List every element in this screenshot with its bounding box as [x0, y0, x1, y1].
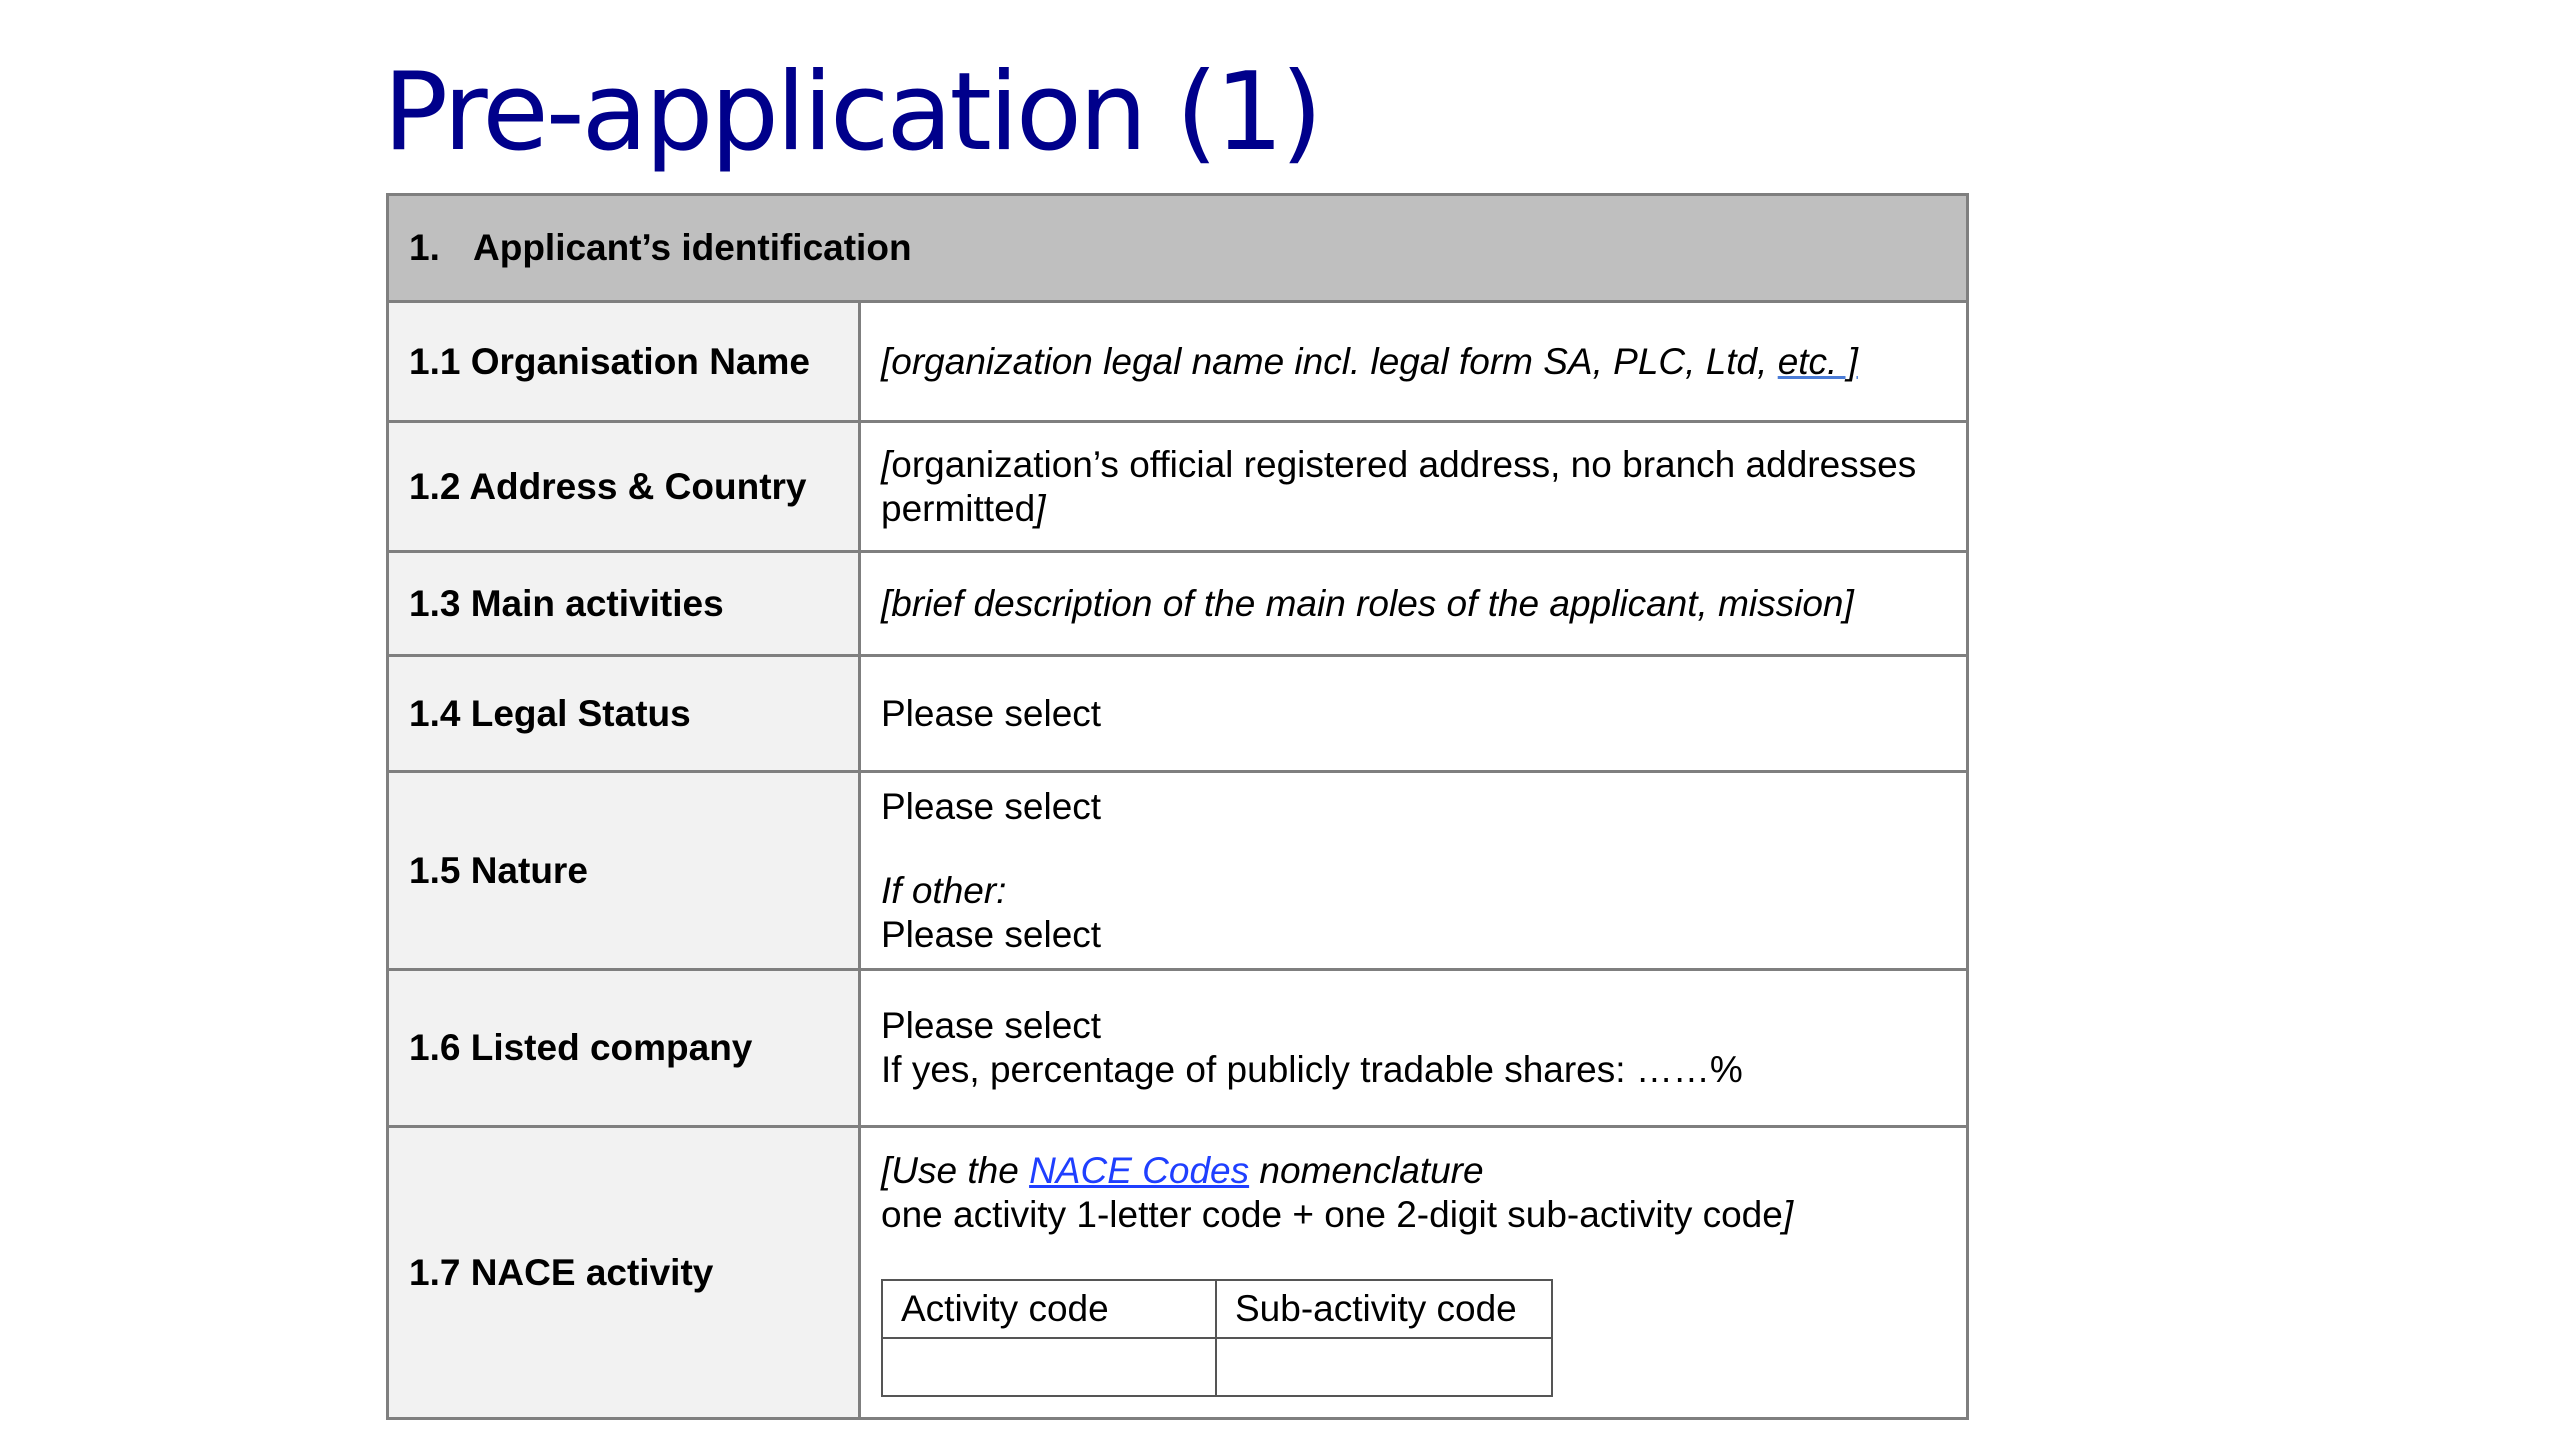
row-listed-company [388, 970, 1968, 1127]
label-main-activities: 1.3 Main activities [388, 552, 860, 656]
nace-header-row [882, 1280, 1552, 1338]
section-number: 1. [409, 227, 440, 268]
nace-intro-suffix: nomenclature [1249, 1149, 1484, 1191]
field-main-activities[interactable]: [brief description of the main roles of the applicant, mission] [860, 552, 1968, 656]
field-listed-company [860, 970, 1968, 1127]
label-legal-status: 1.4 Legal Status [388, 656, 860, 772]
field-organisation-name[interactable] [860, 302, 1968, 422]
nace-code-table [881, 1279, 1553, 1397]
applicant-identification-table [386, 193, 1969, 1420]
row-address-country [388, 422, 1968, 552]
field-nature [860, 772, 1968, 970]
shares-percentage-field[interactable]: If yes, percentage of publicly tradable shares: ……% [881, 1049, 1743, 1090]
activity-code-header: Activity code [882, 1280, 1216, 1338]
nature-other-label: If other: [881, 869, 1007, 911]
label-address-country: 1.2 Address & Country [388, 422, 860, 552]
listed-company-select[interactable]: Please select [881, 1005, 1102, 1046]
nace-codes-link[interactable]: NACE Codes [1029, 1149, 1250, 1191]
section-label: Applicant’s identification [473, 227, 912, 268]
spacer [881, 829, 1946, 869]
row-legal-status [388, 656, 1968, 772]
label-organisation-name: 1.1 Organisation Name [388, 302, 860, 422]
sub-activity-code-header: Sub-activity code [1216, 1280, 1552, 1338]
row-organisation-name [388, 302, 1968, 422]
nace-code-instructions [881, 1193, 1946, 1237]
field-nace-activity [860, 1127, 1968, 1419]
label-nature: 1.5 Nature [388, 772, 860, 970]
nace-code-close: ] [1782, 1193, 1794, 1235]
organisation-name-placeholder: [organization legal name incl. legal form SA, PLC, Ltd, [881, 340, 1778, 382]
nace-instructions [881, 1149, 1946, 1193]
row-nature [388, 772, 1968, 970]
nace-code-text: one activity 1-letter code + one 2-digit sub-activity code [881, 1193, 1783, 1235]
row-nace-activity [388, 1127, 1968, 1419]
label-listed-company: 1.6 Listed company [388, 970, 860, 1127]
slide-title: Pre-application (1) [383, 50, 1320, 175]
address-bracket-close: ] [1035, 487, 1046, 529]
spellcheck-flagged-text: etc. ] [1777, 340, 1858, 382]
address-placeholder: organization’s official registered address, no branch addresses permitted [881, 443, 1917, 529]
address-bracket-open: [ [881, 443, 892, 485]
field-address-country[interactable] [860, 422, 1968, 552]
nature-select[interactable]: Please select [881, 785, 1102, 827]
label-nace-activity: 1.7 NACE activity [388, 1127, 860, 1419]
nace-input-row [882, 1338, 1552, 1396]
sub-activity-code-input[interactable] [1216, 1338, 1552, 1396]
legal-status-select[interactable]: Please select [860, 656, 1968, 772]
nature-other-select[interactable]: Please select [881, 913, 1102, 955]
activity-code-input[interactable] [882, 1338, 1216, 1396]
nace-intro-prefix: [Use the [881, 1149, 1030, 1191]
section-header-row [388, 195, 1968, 302]
row-main-activities [388, 552, 1968, 656]
section-header [388, 195, 1968, 302]
